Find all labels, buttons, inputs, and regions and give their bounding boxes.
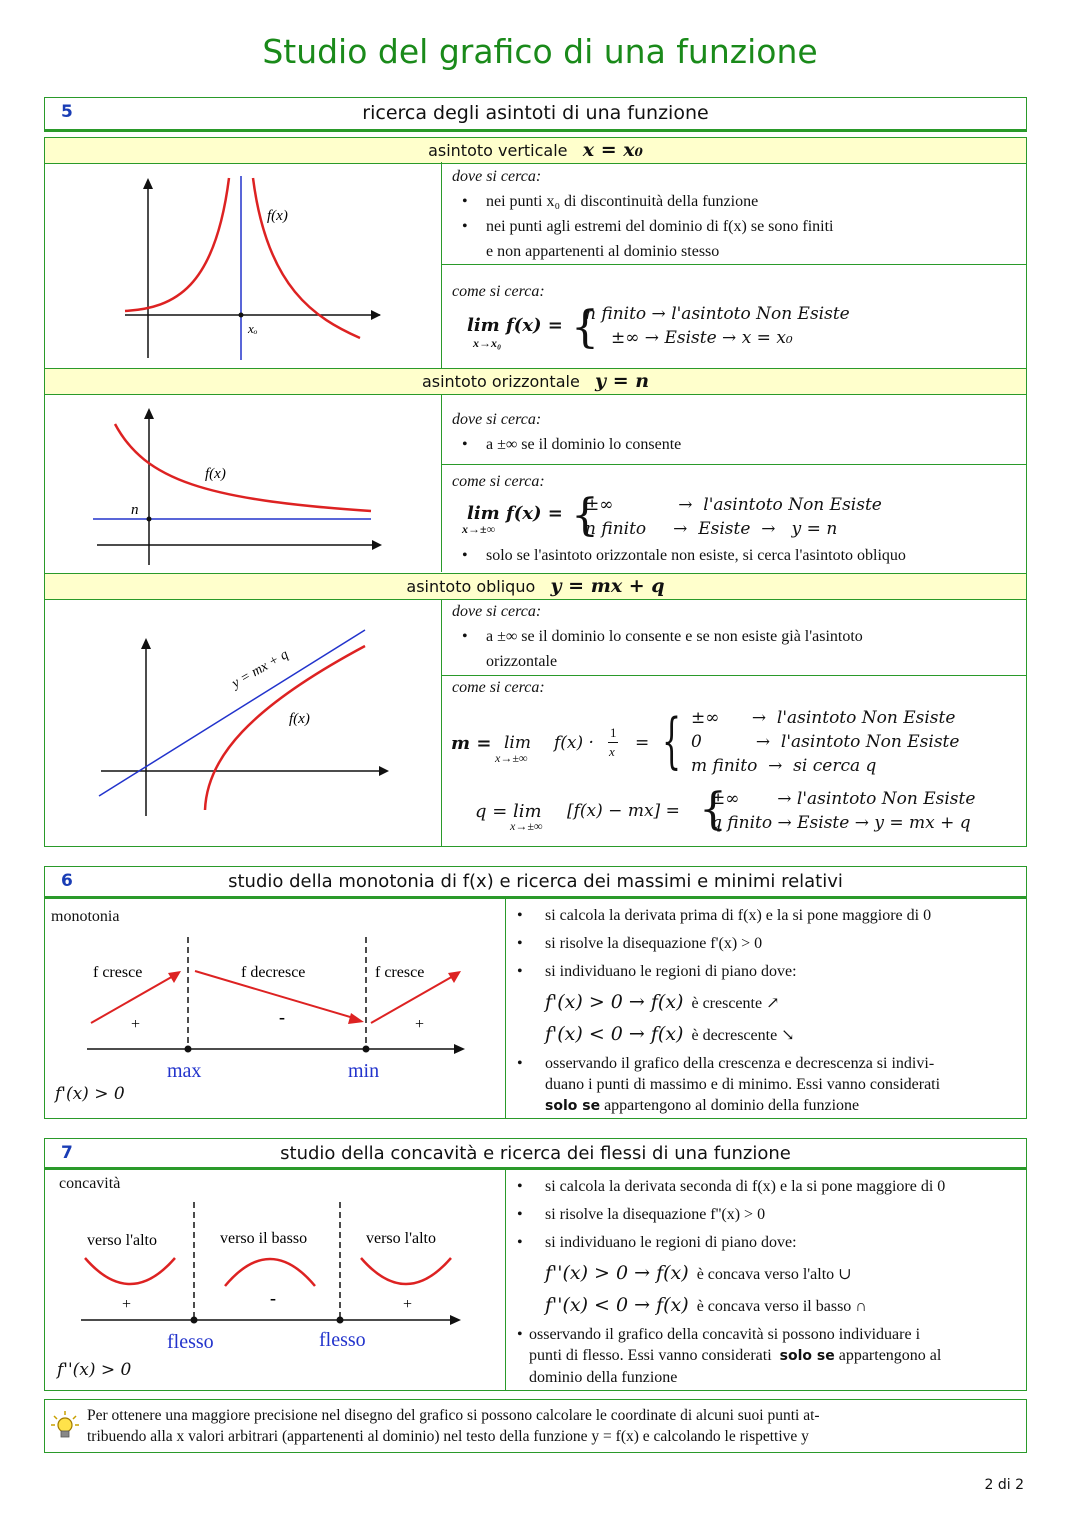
section-7-header [44, 1138, 1027, 1170]
m-case-1: ±∞ → l'asintoto Non Esiste [691, 708, 956, 728]
horizontal-how-title: come si cerca: [452, 473, 545, 490]
divider [441, 394, 442, 572]
monotonia-cond: f'(x) > 0 [55, 1084, 125, 1104]
m-case-3: m finito → si cerca q [691, 756, 877, 776]
min-label: min [348, 1060, 380, 1082]
cup-up-1 [85, 1258, 175, 1284]
divider [441, 599, 442, 846]
step-item: • si individuano le regioni di piano dove: [507, 1230, 1025, 1255]
vertical-where [452, 164, 1022, 264]
step-item: • si risolve la disequazione f''(x) > 0 [507, 1202, 1025, 1227]
page-title: Studio del grafico di una funzione [262, 32, 818, 71]
curve-left [125, 178, 229, 311]
x0-label: xₒ [248, 321, 258, 336]
y-arrow [141, 638, 151, 649]
rule-text: è concava verso il basso ∩ [696, 1298, 867, 1315]
step-item: • si calcola la derivata seconda di f(x) e la si pone maggiore di 0 [507, 1174, 1025, 1199]
bar-label: asintoto orizzontale [421, 372, 580, 391]
brace: { [571, 490, 599, 541]
where-item: • a ±∞ se il dominio lo consente e se non esiste già l'asintoto [452, 624, 1022, 649]
m-lim-sub: x→±∞ [495, 751, 528, 765]
rule-1 [507, 1258, 1025, 1290]
vertical-how-title: come si cerca: [452, 283, 545, 300]
bar-label: asintoto obliquo [406, 577, 536, 596]
divider [441, 162, 442, 368]
step-text: punti di flesso. Essi vanno considerati [529, 1347, 780, 1364]
step-line: • osservando il grafico della concavità si possono individuare i [529, 1326, 921, 1343]
fx-label: f(x) [205, 466, 226, 482]
oblique-where [452, 599, 1022, 674]
max-point [185, 1046, 192, 1053]
vertical-lim: lim f(x) = [467, 315, 563, 336]
arrow-up-2 [371, 975, 455, 1023]
tip-line: tribuendo alla x valori arbitrari (appartenenti al dominio) nel testo della funzione y = f(x) e calcolando le rispettive y [87, 1428, 809, 1445]
divider [505, 899, 506, 1118]
bar-label: asintoto verticale [428, 141, 568, 160]
curve [205, 646, 365, 810]
bar-eq: x = x₀ [582, 139, 643, 161]
step-line: dominio della funzione [529, 1369, 678, 1386]
x-arrow [371, 310, 381, 320]
divider [441, 264, 1026, 265]
cresce-label-2: f cresce [375, 964, 425, 981]
where-item: • a ±∞ se il dominio lo consente [452, 432, 1022, 457]
arrowhead [348, 1013, 364, 1024]
q-case-2: q finito → Esiste → y = mx + q [711, 813, 971, 833]
curve [115, 424, 371, 511]
where-item-cont: e non appartenenti al dominio stesso [486, 243, 720, 260]
flesso-point-2 [337, 1317, 344, 1324]
divider [505, 1170, 506, 1390]
tip-line: Per ottenere una maggiore precisione nel disegno del grafico si possono calcolare le coordinate di alcuni suoi punti at- [87, 1407, 820, 1424]
section-5-header [44, 97, 1027, 132]
rule-2 [507, 1290, 1025, 1322]
q-lim-sub: x→±∞ [510, 819, 543, 833]
m-frac-den: x [609, 744, 615, 759]
page-number: 2 di 2 [984, 1477, 1024, 1493]
monotonia-graph [75, 929, 485, 1089]
section-title: studio della monotonia di f(x) e ricerca dei massimi e minimi relativi [228, 871, 843, 892]
step-line: duano i punti di massimo e di minimo. Essi vanno considerati [545, 1076, 941, 1093]
concavita-graph [75, 1198, 485, 1348]
horizontal-asymptote-graph [85, 400, 405, 570]
rule-2 [507, 1019, 1025, 1051]
flesso-label-1: flesso [167, 1331, 214, 1348]
brace: { [662, 706, 682, 776]
where-item-cont: orizzontale [486, 653, 558, 670]
bold-text: solo se [545, 1098, 601, 1114]
axis-arrow [450, 1315, 461, 1325]
fx-label: f(x) [289, 711, 310, 727]
step-line [545, 1095, 1025, 1117]
brace: { [571, 302, 599, 353]
horizontal-lim-sub: x→±∞ [462, 522, 496, 536]
cap-down [225, 1259, 315, 1286]
lightbulb-icon [51, 1410, 79, 1440]
section-number: 7 [61, 1143, 73, 1163]
section-number: 6 [61, 871, 73, 891]
step-line: • osservando il grafico della crescenza e decrescenza si indivi- [545, 1055, 935, 1072]
n-point [147, 517, 152, 522]
sign-plus-2: + [403, 1296, 413, 1313]
flesso-point-1 [191, 1317, 198, 1324]
step-text: appartengono al [834, 1347, 942, 1364]
q-case-1: ±∞ → l'asintoto Non Esiste [711, 789, 976, 809]
sign-minus: - [270, 1288, 276, 1308]
sign-plus-1: + [131, 1016, 141, 1033]
horizontal-note: • solo se l'asintoto orizzontale non esiste, si cerca l'asintoto obliquo [452, 543, 1056, 568]
step-text: appartengono al dominio della funzione [600, 1097, 860, 1114]
cup-up-2 [361, 1258, 451, 1284]
rule-text: è decrescente ↘ [691, 1027, 795, 1044]
horizontal-lim: lim f(x) = [467, 503, 563, 524]
divider [441, 464, 1026, 465]
fx-label: f(x) [267, 208, 288, 224]
vertical-lim-sub: x→x₀ [473, 336, 502, 350]
concavita-cond: f''(x) > 0 [57, 1360, 132, 1380]
min-point [363, 1046, 370, 1053]
up-label-2: verso l'alto [366, 1230, 436, 1247]
rule-math: f'(x) < 0 → f(x) [545, 1023, 684, 1045]
section-number: 5 [61, 102, 73, 122]
oblique-asymptote-bar [44, 573, 1027, 600]
vertical-asymptote-bar [44, 137, 1027, 164]
step-item [507, 1324, 1025, 1388]
section-5-body [44, 137, 1027, 847]
monotonia-steps [507, 903, 1025, 1117]
sign-plus-2: + [415, 1016, 425, 1033]
concavita-steps [507, 1174, 1025, 1388]
vertical-asymptote-graph [115, 168, 395, 368]
step-item: • si risolve la disequazione f'(x) > 0 [507, 931, 1025, 956]
rule-1 [507, 987, 1025, 1019]
where-title: dove si cerca: [452, 603, 542, 620]
x0-point [239, 313, 244, 318]
concavita-label: concavità [59, 1175, 121, 1192]
n-label: n [131, 502, 139, 518]
where-item: • nei punti agli estremi del dominio di f(x) se sono finiti [452, 214, 1022, 239]
section-7-body [44, 1169, 1027, 1391]
step-item: • si individuano le regioni di piano dove: [507, 959, 1025, 984]
flesso-label-2: flesso [319, 1329, 366, 1348]
decresce-label: f decresce [241, 964, 306, 981]
line-label: y = mx + q [229, 647, 292, 692]
m-case-2: 0 → l'asintoto Non Esiste [691, 732, 960, 752]
m-frac-bar [608, 742, 618, 743]
step-line [529, 1345, 1025, 1367]
sign-minus: - [279, 1007, 285, 1027]
horizontal-where [452, 407, 1022, 457]
x-arrow [379, 766, 389, 776]
m-lim: lim [504, 733, 531, 753]
horizontal-case-2: n finito → Esiste → y = n [585, 519, 838, 539]
section-title: ricerca degli asintoti di una funzione [362, 102, 709, 124]
up-label-1: verso l'alto [87, 1232, 157, 1249]
down-label: verso il basso [220, 1230, 308, 1247]
cresce-label-1: f cresce [93, 964, 143, 981]
section-6-header [44, 866, 1027, 899]
where-title: dove si cerca: [452, 168, 542, 185]
section-title: studio della concavità e ricerca dei flessi di una funzione [280, 1143, 791, 1164]
where-title: dove si cerca: [452, 411, 542, 428]
section-6-body [44, 898, 1027, 1119]
sign-plus-1: + [122, 1296, 132, 1313]
brace: { [699, 784, 727, 835]
rule-text: è crescente ↗ [691, 995, 780, 1012]
rule-text: è concava verso l'alto ∪ [696, 1266, 852, 1283]
x-arrow [372, 540, 382, 550]
monotonia-label: monotonia [51, 908, 120, 925]
m-eq: = [635, 733, 650, 753]
m-lhs: m = [451, 733, 492, 754]
horizontal-case-1: ±∞ → l'asintoto Non Esiste [585, 495, 882, 515]
horizontal-asymptote-bar [44, 368, 1027, 395]
bar-eq: y = mx + q [550, 575, 665, 597]
q-lhs: q = lim [475, 801, 542, 822]
y-arrow [143, 178, 153, 189]
tip-box [44, 1399, 1027, 1453]
rule-math: f'(x) > 0 → f(x) [545, 991, 684, 1013]
step-item [507, 1053, 1025, 1117]
vertical-case-1: n finito → l'asintoto Non Esiste [585, 304, 850, 324]
max-label: max [167, 1060, 202, 1082]
tip-text [87, 1405, 1017, 1447]
m-expr: f(x) · [554, 733, 594, 753]
m-frac-num: 1 [610, 725, 617, 740]
step-item: • si calcola la derivata prima di f(x) e la si pone maggiore di 0 [507, 903, 1025, 928]
bar-eq: y = n [595, 370, 650, 392]
y-arrow [144, 408, 154, 419]
where-item: • nei punti x₀ di discontinuità della funzione [452, 189, 1022, 214]
vertical-case-2: ±∞ → Esiste → x = x₀ [611, 328, 793, 348]
rule-math: f''(x) < 0 → f(x) [545, 1294, 689, 1316]
axis-arrow [454, 1044, 465, 1054]
curve-right [253, 178, 360, 338]
rule-math: f''(x) > 0 → f(x) [545, 1262, 689, 1284]
q-expr: [f(x) − mx] = [567, 801, 680, 821]
bold-text: solo se [779, 1348, 835, 1364]
oblique-how-title: come si cerca: [452, 679, 545, 696]
oblique-asymptote-graph [89, 618, 409, 818]
